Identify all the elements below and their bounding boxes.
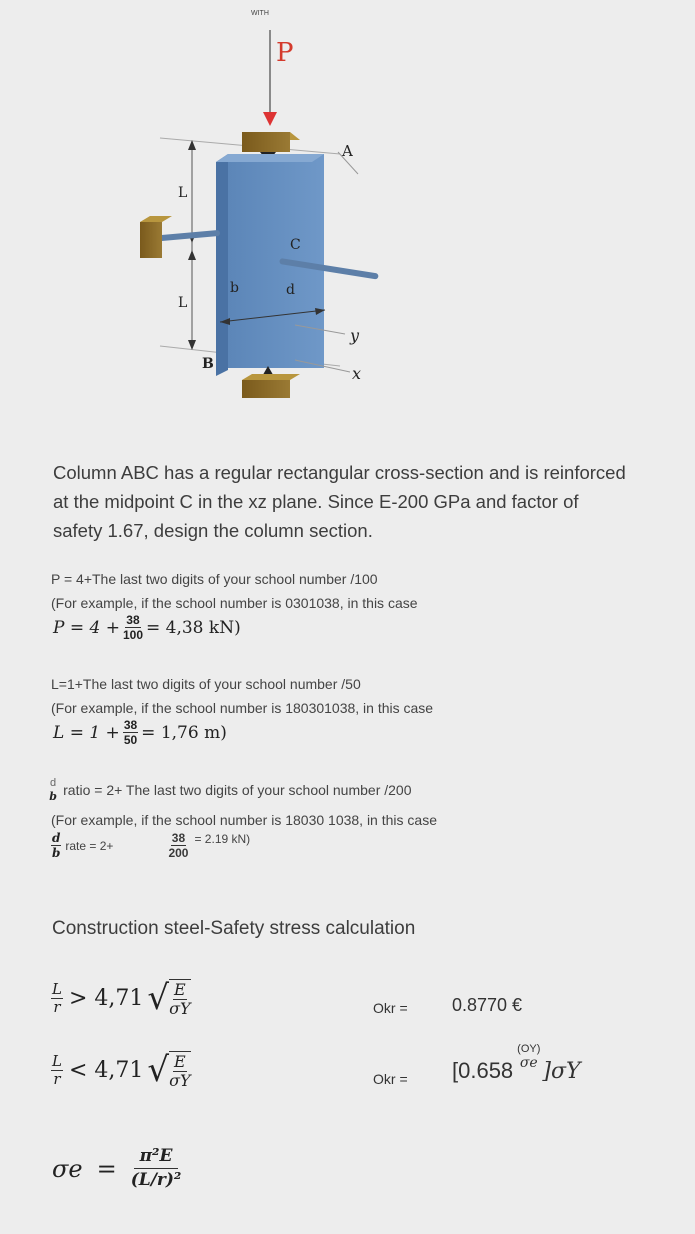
c2-radical-fraction: $\frac{E}{\sigma Y}$	[169, 1052, 191, 1090]
okr-label-2: Okr =	[373, 1071, 408, 1087]
section-title: Construction steel-Safety stress calculation	[52, 918, 416, 939]
column-body	[228, 154, 324, 368]
point-c-label: C	[290, 237, 301, 253]
ratio-equation	[51, 832, 250, 859]
top-label: WITH	[251, 10, 269, 17]
p-example: (For example, if the school number is 0301038, in this case	[51, 595, 418, 611]
ratio-eq-rhs: = 2.19 kN)	[194, 831, 251, 846]
c1-operator: > 4,71	[68, 985, 144, 1011]
c1-radical-icon: √	[147, 978, 170, 1018]
left-brace-block	[140, 222, 162, 258]
c1-radical-fraction: $\frac{E}{\sigma Y}$	[169, 980, 191, 1018]
p-rule: P = 4+The last two digits of your school number /100	[51, 571, 378, 587]
l-eq-fraction: $\frac{38}{50}$	[123, 718, 138, 747]
point-b-label: B	[202, 356, 214, 372]
c1-lhs-fraction: $\frac{L}{r}$	[52, 979, 62, 1016]
p-equation	[53, 614, 241, 641]
p-eq-lhs: P = 4 +	[53, 617, 120, 638]
point-a-label: A	[342, 142, 353, 160]
l-example: (For example, if the school number is 180301038, in this case	[51, 700, 434, 716]
load-label: P	[276, 38, 294, 68]
c2-operator: < 4,71	[68, 1057, 144, 1083]
sigma-e-lhs: σe	[52, 1154, 83, 1183]
axis-x-label: x	[352, 364, 362, 383]
l-equation	[53, 719, 227, 746]
ratio-rule: ratio = 2+ The last two digits of your school number /200	[63, 782, 412, 798]
euler-stress-formula	[52, 1148, 181, 1189]
length-lower-label: L	[178, 295, 188, 311]
problem-statement	[53, 458, 626, 545]
top-support-block	[242, 132, 290, 152]
axis-y-label: y	[350, 326, 360, 345]
problem-line-2: at the midpoint C in the xz plane. Since E-200 GPa and factor of	[53, 491, 579, 512]
ratio-eq-fraction: $\frac{d}{b}$	[52, 831, 61, 860]
ratio-rule-row	[49, 778, 412, 802]
okr-label-1: Okr =	[373, 1000, 408, 1016]
condition-1	[51, 978, 191, 1018]
okr2-base: [0.658	[452, 1058, 514, 1083]
l-eq-rhs: = 1,76 m)	[141, 722, 227, 743]
sigma-e-equals: =	[96, 1154, 117, 1183]
okr2-tail: ]σY	[542, 1059, 581, 1084]
load-arrow-head	[263, 112, 277, 126]
bottom-support-block	[242, 380, 290, 398]
okr-value-2	[452, 1044, 581, 1084]
p-eq-rhs: = 4,38 kN)	[146, 617, 241, 638]
condition-2	[51, 1050, 191, 1090]
column-diagram	[120, 0, 420, 420]
ratio-fraction: d b	[49, 777, 57, 803]
okr2-exponent: (OY) σe	[517, 1043, 541, 1071]
p-eq-fraction: $\frac{38}{100}$	[122, 613, 143, 642]
dimension-d-label: d	[286, 282, 295, 298]
okr-value-1: 0.8770 €	[452, 995, 523, 1015]
length-upper-label: L	[178, 185, 188, 201]
sigma-e-fraction: $\frac{\text{π²E}}{\text{(L/r)²}}$	[130, 1146, 182, 1190]
problem-line-3: safety 1.67, design the column section.	[53, 520, 373, 541]
ratio-example: (For example, if the school number is 18030 1038, in this case	[51, 812, 437, 828]
l-eq-lhs: L = 1 +	[53, 722, 120, 743]
c2-radical-icon: √	[147, 1050, 170, 1090]
c2-lhs-fraction: $\frac{L}{r}$	[52, 1051, 62, 1088]
ratio-eq-rate: rate = 2+	[65, 838, 114, 853]
problem-line-1: Column ABC has a regular rectangular cross-section and is reinforced	[53, 462, 626, 483]
l-rule: L=1+The last two digits of your school number /50	[51, 676, 361, 692]
ratio-eq-number: $\frac{38}{200}$	[168, 831, 189, 860]
column-figure	[120, 0, 420, 420]
dimension-b-label: b	[230, 280, 239, 296]
